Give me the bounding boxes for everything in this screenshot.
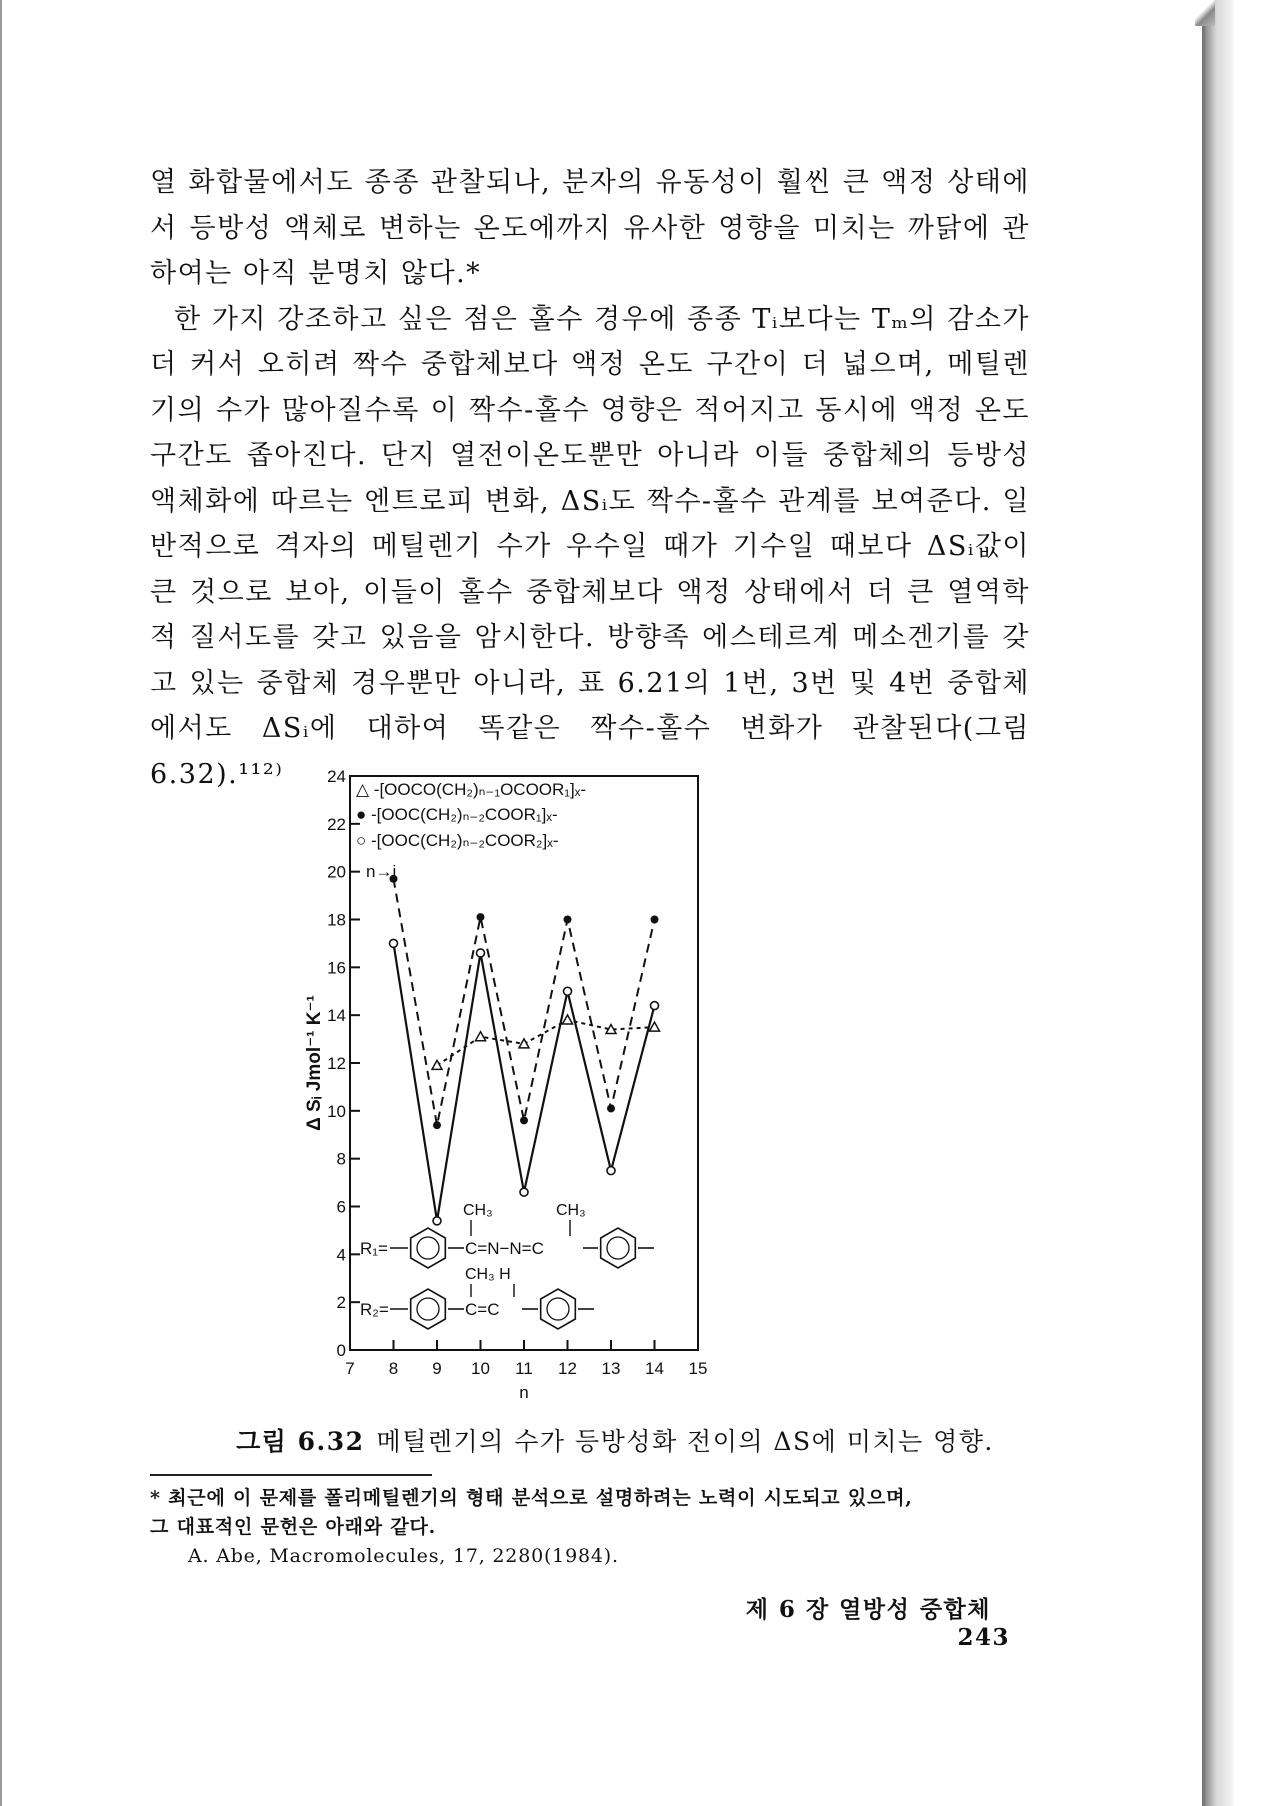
x-tick-label-13: 13 (601, 1359, 621, 1378)
r2-methyl: CH₃ H (465, 1266, 511, 1283)
r2-benzene-ring-left (411, 1289, 446, 1329)
r2-benzene-ring-right (541, 1289, 576, 1329)
y-tick-label-24: 24 (327, 767, 346, 786)
footnote-divider (150, 1474, 432, 1476)
transition-annotation: n→i (366, 862, 397, 881)
point-open-circle-n14 (651, 1002, 659, 1010)
running-footer (690, 1591, 1010, 1651)
point-open-circle-n9 (433, 1217, 441, 1225)
paragraph-2: 한 가지 강조하고 싶은 점은 홀수 경우에 종종 Tᵢ보다는 Tₘ의 감소가 더 커서 오히려 짝수 중합체보다 액정 온도 구간이 더 넓으며, 메틸렌기의 수가 많아질수록 이 짝수-홀수 영향은 적어지고 동시에 액정 온도 구간도 좁아진다. 단지 열전이온도뿐만 아니라 이들 중합체의 등방성 액체화에 따르는 엔트로피 변화, ΔSᵢ도 짝수-홀수 관계를 보여준다. 일반적으로 격자의 메틸렌기 수가 우수일 때가 기수일 때보다 ΔSᵢ값이 큰 것으로 보아, 이들이 홀수 중합체보다 액정 상태에서 더 큰 열역학적 질서도를 갖고 있음을 암시한다. 방향족 에스테르계 메소겐기를 갖고 있는 중합체 경우뿐만 아니라, 표 6.21의 1번, 3번 및 4번 중합체에서도 ΔSᵢ에 대하여 똑같은 짝수-홀수 변화가 관찰된다(그림 6.32).¹¹²⁾ (150, 303, 1030, 790)
point-open-circle-n12 (564, 987, 572, 995)
r2-label: R₂= (360, 1300, 389, 1319)
point-triangle-n11 (519, 1039, 529, 1048)
figure-caption (230, 1422, 1000, 1458)
x-tick-label-15: 15 (688, 1359, 708, 1378)
footnote-reference: A. Abe, Macromolecules, 17, 2280(1984). (188, 1545, 619, 1567)
point-open-circle-n8 (390, 939, 398, 947)
point-filled-circle-n9 (433, 1121, 441, 1129)
x-axis-label: n (519, 1383, 529, 1402)
y-tick-label-14: 14 (327, 1006, 346, 1026)
x-tick-label-8: 8 (388, 1359, 399, 1378)
footnote-line-2: 그 대표적인 문헌은 아래와 같다. (150, 1516, 437, 1538)
y-tick-label-12: 12 (327, 1054, 346, 1073)
point-open-circle-n10 (477, 949, 485, 957)
series-line-filled-circle (394, 879, 655, 1125)
y-tick-label-20: 20 (327, 862, 346, 882)
point-open-circle-n13 (607, 1167, 615, 1175)
legend-entry-filled-circle: ● -[OOC(CH₂)ₙ₋₂COOR₁]ₓ- (356, 805, 558, 824)
x-tick-label-12: 12 (558, 1359, 577, 1378)
y-tick-label-22: 22 (327, 814, 346, 834)
r1-benzene-ring-left-inner (417, 1237, 439, 1259)
point-triangle-n10 (476, 1032, 486, 1041)
point-filled-circle-n12 (564, 916, 572, 924)
r1-label: R₁= (360, 1239, 388, 1258)
x-tick-label-9: 9 (432, 1359, 442, 1378)
page-edge-shadow (1205, 0, 1233, 1806)
r1-methyl-right: CH₃ (556, 1202, 586, 1219)
point-filled-circle-n10 (477, 913, 485, 921)
point-filled-circle-n11 (520, 1116, 528, 1124)
figure-6-32 (304, 760, 798, 1402)
body-text (150, 160, 1030, 797)
y-tick-label-4: 4 (336, 1245, 346, 1265)
legend-entry-open-circle: ○ -[OOC(CH₂)ₙ₋₂COOR₂]ₓ- (356, 831, 559, 850)
y-tick-label-2: 2 (336, 1293, 346, 1313)
y-axis-label: Δ Sᵢ Jmol⁻¹ K⁻¹ (304, 995, 325, 1131)
chapter-title: 제 6 장 열방성 중합체 (745, 1596, 991, 1623)
y-tick-label-6: 6 (336, 1197, 346, 1217)
y-tick-label-10: 10 (327, 1101, 346, 1121)
entropy-chart (304, 760, 798, 1402)
caption-number: 그림 6.32 (236, 1427, 365, 1456)
series-line-open-circle (394, 943, 655, 1220)
r2-core: C=C (465, 1300, 500, 1319)
r1-benzene-ring-left (411, 1228, 446, 1268)
point-triangle-n14 (650, 1022, 660, 1031)
x-tick-label-14: 14 (645, 1359, 664, 1378)
footnote-line-1: * 최근에 이 문제를 폴리메틸렌기의 형태 분석으로 설명하려는 노력이 시도되고 있으며, (150, 1487, 913, 1509)
r2-benzene-ring-left-inner (417, 1298, 439, 1320)
point-filled-circle-n13 (607, 1104, 615, 1112)
r1-benzene-ring-right-inner (607, 1237, 629, 1259)
y-tick-label-8: 8 (336, 1149, 346, 1169)
page-number: 243 (957, 1624, 1010, 1651)
legend-entry-triangle: △ -[OOCO(CH₂)ₙ₋₁OCOOR₁]ₓ- (356, 780, 587, 799)
point-open-circle-n11 (520, 1188, 528, 1196)
page-corner (1195, 0, 1215, 26)
caption-text: 메틸렌기의 수가 등방성화 전이의 ΔS에 미치는 영향. (376, 1427, 994, 1456)
point-triangle-n9 (432, 1060, 442, 1069)
x-tick-label-7: 7 (345, 1359, 355, 1378)
x-tick-label-11: 11 (515, 1359, 533, 1378)
point-triangle-n12 (563, 1015, 573, 1024)
r1-benzene-ring-right (601, 1228, 636, 1268)
y-tick-label-16: 16 (327, 958, 346, 978)
y-tick-label-0: 0 (336, 1341, 346, 1360)
footnote (150, 1484, 1030, 1571)
y-tick-label-18: 18 (327, 910, 346, 930)
plot-frame (350, 776, 698, 1350)
paragraph-1: 열 화합물에서도 종종 관찰되나, 분자의 유동성이 훨씬 큰 액정 상태에서 등방성 액체로 변하는 온도에까지 유사한 영향을 미치는 까닭에 관하여는 아직 분명치 않다.* (150, 167, 1030, 289)
x-tick-label-10: 10 (471, 1359, 490, 1378)
r2-benzene-ring-right-inner (547, 1298, 569, 1320)
point-filled-circle-n14 (651, 916, 659, 924)
r1-methyl-left: CH₃ (463, 1202, 493, 1219)
r1-core: C=N−N=C (465, 1239, 544, 1258)
